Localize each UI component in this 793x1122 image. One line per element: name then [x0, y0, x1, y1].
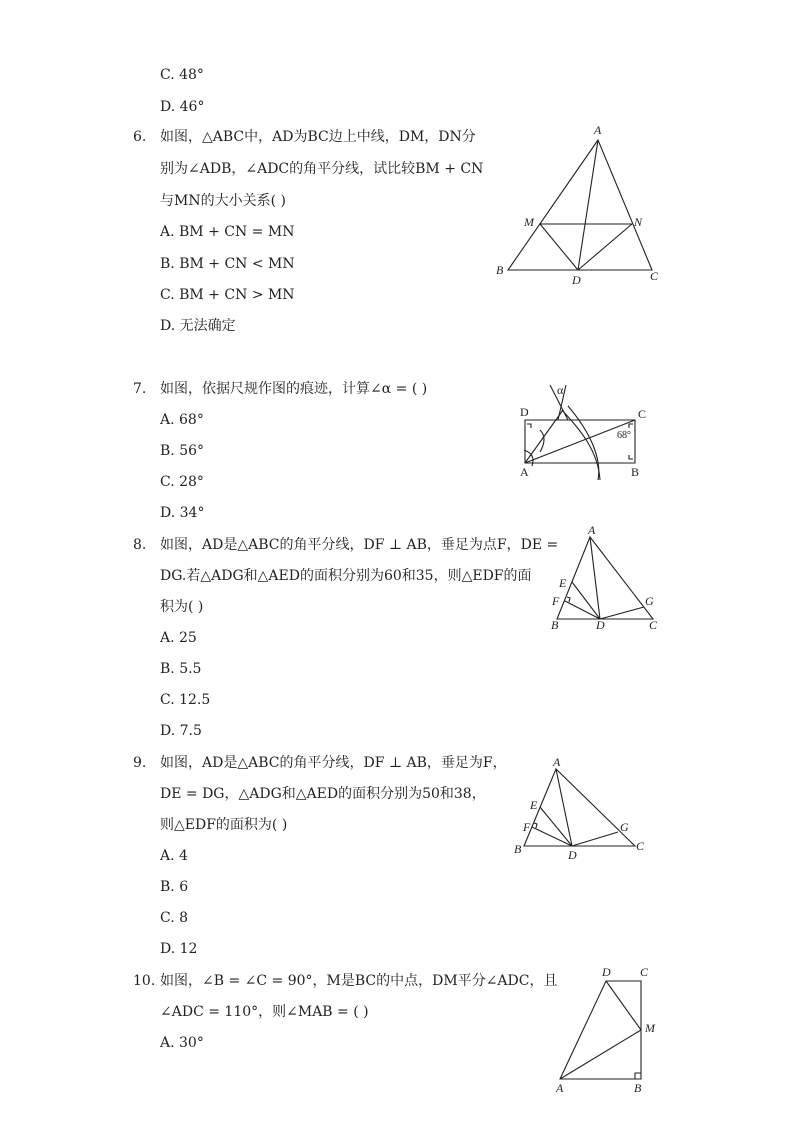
label-a: A — [588, 523, 596, 537]
option-b: B. 5.5 — [160, 661, 202, 677]
option-d: D. 7.5 — [160, 723, 202, 739]
option-a: A. 4 — [160, 848, 188, 864]
question-number: 9. — [133, 755, 147, 771]
rectangle-figure-q7 — [510, 380, 660, 480]
label-g: G — [620, 820, 629, 834]
label-e: E — [530, 798, 538, 812]
option-c: C. BM + CN > MN — [160, 287, 295, 303]
option-c: C. 48° — [160, 67, 204, 83]
option-c: C. 28° — [160, 474, 204, 490]
label-a: A — [553, 755, 561, 769]
option-b: B. 56° — [160, 443, 205, 459]
label-d: D — [596, 618, 605, 632]
question-number: 6. — [133, 129, 147, 145]
option-c: C. 12.5 — [160, 692, 211, 708]
question-number: 7. — [133, 381, 147, 397]
option-a: A. BM + CN = MN — [160, 224, 295, 240]
label-m: M — [645, 1021, 655, 1035]
label-c: C — [649, 618, 658, 632]
option-a: A. 30° — [160, 1035, 204, 1051]
triangle-figure-q6 — [490, 120, 670, 290]
label-b: B — [514, 842, 522, 856]
label-b: B — [496, 263, 504, 277]
question-text-line: 积为( ) — [160, 599, 204, 615]
label-c: C — [636, 839, 645, 853]
question-text-line: ∠ADC = 110°，则∠MAB = ( ) — [160, 1004, 369, 1020]
label-d: D — [602, 965, 611, 979]
option-c: C. 8 — [160, 910, 189, 926]
label-m: M — [524, 215, 534, 229]
label-a: A — [594, 123, 602, 137]
label-d: D — [572, 273, 581, 287]
option-a: A. 25 — [160, 630, 197, 646]
question-text-line: 如图，△ABC中，AD为BC边上中线，DM，DN分 — [160, 129, 476, 145]
triangle-figure-q8 — [545, 525, 665, 635]
option-a: A. 68° — [160, 412, 204, 428]
label-b: B — [634, 1081, 642, 1095]
question-text-line: 如图，AD是△ABC的角平分线，DF ⊥ AB，垂足为点F，DE = — [160, 537, 559, 553]
question-text-line: 别为∠ADB，∠ADC的角平分线，试比较BM + CN — [160, 161, 484, 177]
label-e: E — [559, 576, 567, 590]
label-f: F — [552, 594, 560, 608]
label-g: G — [645, 594, 654, 608]
quadrilateral-figure-q10 — [548, 960, 678, 1100]
label-b: B — [631, 465, 640, 479]
option-b: B. 6 — [160, 879, 189, 895]
question-text-line: 如图，依据尺规作图的痕迹，计算∠α = ( ) — [160, 381, 428, 397]
option-b: B. BM + CN < MN — [160, 256, 295, 272]
option-d: D. 12 — [160, 941, 198, 957]
question-text-line: 如图，AD是△ABC的角平分线，DF ⊥ AB，垂足为F， — [160, 755, 507, 771]
question-number: 10. — [133, 973, 156, 989]
question-text-line: 则△EDF的面积为( ) — [160, 817, 288, 833]
label-b: B — [551, 618, 559, 632]
label-d: D — [568, 848, 577, 862]
label-n: N — [634, 215, 643, 229]
option-d: D. 无法确定 — [160, 318, 236, 334]
label-a: A — [556, 1081, 564, 1095]
triangle-figure-q9 — [510, 755, 655, 865]
option-d: D. 46° — [160, 99, 205, 115]
question-number: 8. — [133, 537, 147, 553]
label-c: C — [638, 407, 647, 421]
question-text-line: 如图，∠B = ∠C = 90°，M是BC的中点，DM平分∠ADC，且 — [160, 973, 558, 989]
question-text-line: 与MN的大小关系( ) — [160, 193, 286, 209]
label-d: D — [520, 405, 529, 419]
option-d: D. 34° — [160, 505, 205, 521]
label-f: F — [523, 820, 531, 834]
label-c: C — [650, 269, 659, 283]
label-c: C — [640, 965, 649, 979]
label-alpha: α — [557, 383, 564, 397]
question-text-line: DG.若△ADG和△AED的面积分别为60和35，则△EDF的面 — [160, 568, 532, 584]
question-text-line: DE = DG，△ADG和△AED的面积分别为50和38， — [160, 786, 486, 802]
label-a: A — [520, 465, 529, 479]
label-68-degree: 68° — [617, 430, 631, 441]
